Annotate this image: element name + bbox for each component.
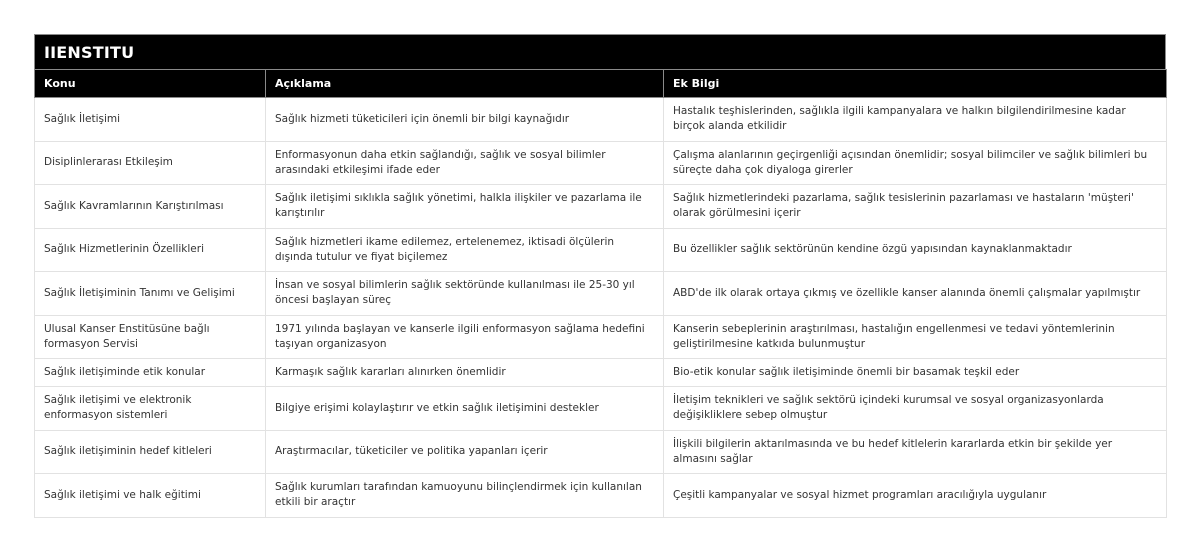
cell-konu: Sağlık iletişiminde etik konular [35,359,266,387]
cell-aciklama: İnsan ve sosyal bilimlerin sağlık sektöründe kullanılması ile 25-30 yıl öncesi başlayan süreç [266,272,664,316]
brand-title: IIENSTITU [44,42,135,62]
cell-aciklama: Bilgiye erişimi kolaylaştırır ve etkin sağlık iletişimini destekler [266,387,664,431]
cell-konu: Sağlık Hizmetlerinin Özellikleri [35,228,266,272]
cell-ek-bilgi: Bu özellikler sağlık sektörünün kendine özgü yapısından kaynaklanmaktadır [664,228,1167,272]
cell-konu: Sağlık iletişiminin hedef kitleleri [35,430,266,474]
info-table [34,69,1167,518]
cell-aciklama: Sağlık hizmeti tüketicileri için önemli bir bilgi kaynağıdır [266,98,664,142]
table-row [35,141,1167,185]
column-header-konu: Konu [35,70,266,98]
cell-konu: Sağlık iletişimi ve halk eğitimi [35,474,266,518]
cell-konu: Ulusal Kanser Enstitüsüne bağlı formasyon Servisi [35,315,266,359]
cell-aciklama: Sağlık iletişimi sıklıkla sağlık yönetimi, halkla ilişkiler ve pazarlama ile karıştırılır [266,185,664,229]
cell-ek-bilgi: Sağlık hizmetlerindeki pazarlama, sağlık tesislerinin pazarlaması ve hastaların 'müşteri' olarak görülmesini içerir [664,185,1167,229]
cell-aciklama: Karmaşık sağlık kararları alınırken önemlidir [266,359,664,387]
cell-aciklama: Sağlık hizmetleri ikame edilemez, ertelenemez, iktisadi ölçülerin dışında tutulur ve fiyat biçilemez [266,228,664,272]
cell-konu: Sağlık İletişiminin Tanımı ve Gelişimi [35,272,266,316]
cell-ek-bilgi: Kanserin sebeplerinin araştırılması, hastalığın engellenmesi ve tedavi yöntemlerinin geliştirilmesine katkıda bulunmuştur [664,315,1167,359]
cell-konu: Sağlık İletişimi [35,98,266,142]
column-header-aciklama: Açıklama [266,70,664,98]
table-row [35,98,1167,142]
table-title-bar [34,34,1166,69]
cell-konu: Disiplinlerarası Etkileşim [35,141,266,185]
cell-aciklama: Araştırmacılar, tüketiciler ve politika yapanları içerir [266,430,664,474]
table-container [34,34,1166,518]
cell-ek-bilgi: Hastalık teşhislerinden, sağlıkla ilgili kampanyalara ve halkın bilgilendirilmesine kadar birçok alanda etkilidir [664,98,1167,142]
table-row [35,387,1167,431]
cell-ek-bilgi: İletişim teknikleri ve sağlık sektörü içindeki kurumsal ve sosyal organizasyonlarda değişikliklere sebep olmuştur [664,387,1167,431]
cell-ek-bilgi: ABD'de ilk olarak ortaya çıkmış ve özellikle kanser alanında önemli çalışmalar yapılmıştır [664,272,1167,316]
table-row [35,474,1167,518]
cell-aciklama: 1971 yılında başlayan ve kanserle ilgili enformasyon sağlama hedefini taşıyan organizasyon [266,315,664,359]
cell-konu: Sağlık iletişimi ve elektronik enformasyon sistemleri [35,387,266,431]
header-row [35,70,1167,98]
column-header-ek-bilgi: Ek Bilgi [664,70,1167,98]
table-row [35,272,1167,316]
cell-aciklama: Enformasyonun daha etkin sağlandığı, sağlık ve sosyal bilimler arasındaki etkileşimi ifade eder [266,141,664,185]
cell-ek-bilgi: Çalışma alanlarının geçirgenliği açısından önemlidir; sosyal bilimciler ve sağlık bilimleri bu süreçte daha çok diyaloga girerler [664,141,1167,185]
table-row [35,315,1167,359]
cell-ek-bilgi: Çeşitli kampanyalar ve sosyal hizmet programları aracılığıyla uygulanır [664,474,1167,518]
cell-konu: Sağlık Kavramlarının Karıştırılması [35,185,266,229]
table-row [35,359,1167,387]
table-row [35,185,1167,229]
cell-ek-bilgi: Bio-etik konular sağlık iletişiminde önemli bir basamak teşkil eder [664,359,1167,387]
table-row [35,228,1167,272]
cell-ek-bilgi: İlişkili bilgilerin aktarılmasında ve bu hedef kitlelerin kararlarda etkin bir şekilde yer almasını sağlar [664,430,1167,474]
table-row [35,430,1167,474]
cell-aciklama: Sağlık kurumları tarafından kamuoyunu bilinçlendirmek için kullanılan etkili bir araçtır [266,474,664,518]
